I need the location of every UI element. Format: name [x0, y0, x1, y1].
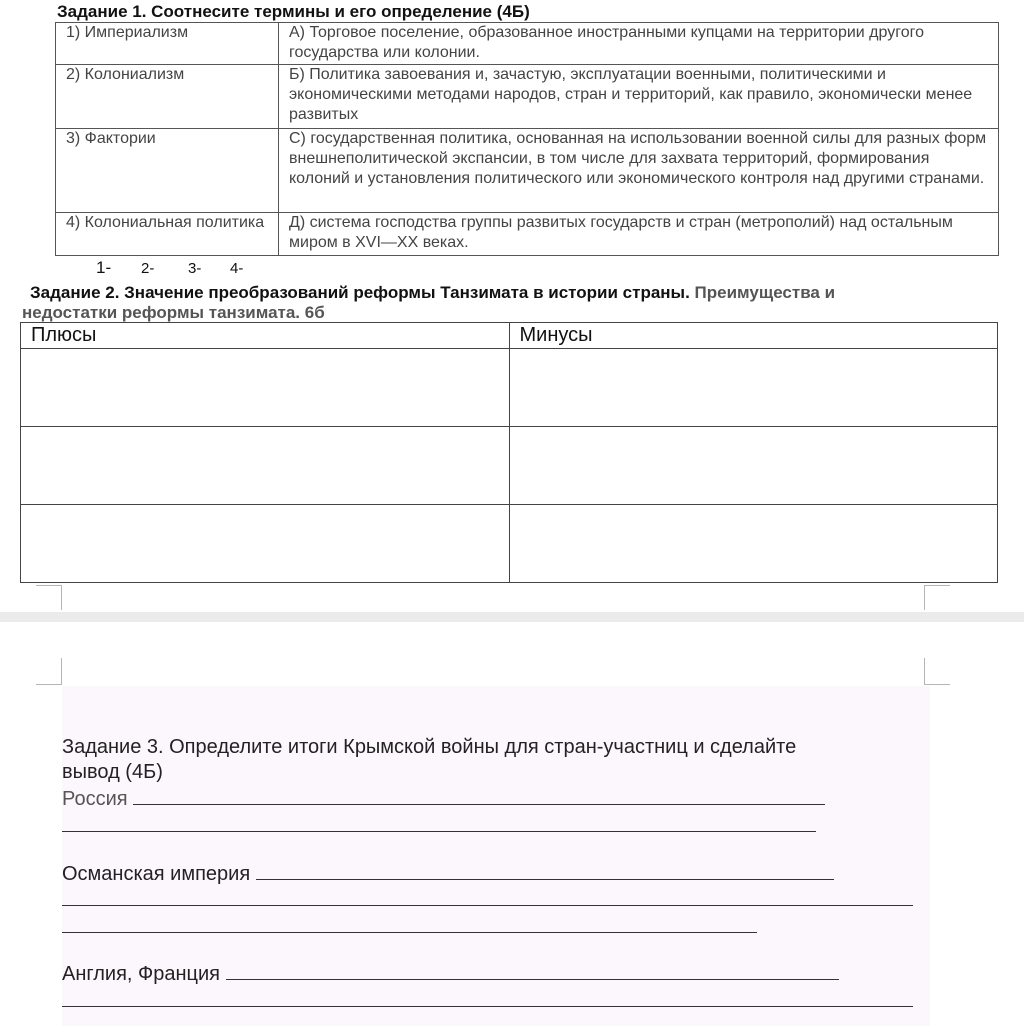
answer-3[interactable]: 3- [188, 260, 202, 277]
margin-mark [924, 658, 950, 685]
ottoman-line [62, 861, 834, 886]
definition-cell: А) Торговое поселение, образованное иностранными купцами на территории другого государства или колонии. [279, 23, 999, 65]
definition-cell: С) государственная политика, основанная на использовании военной силы для разных форм внешнеполитической экспансии, в том числе для захвата территорий, формирования колоний и установления политического или экономического контроля над другими странами. [279, 129, 999, 213]
term-cell: 1) Империализм [56, 23, 279, 65]
answer-4[interactable]: 4- [230, 260, 244, 277]
answer-line[interactable] [62, 932, 757, 933]
task2-title-tail: Преимущества и [694, 283, 836, 302]
england-france-answer-field[interactable] [226, 961, 839, 980]
table-row [56, 213, 999, 256]
pros-header: Плюсы [21, 323, 510, 349]
answer-line[interactable] [62, 905, 913, 906]
answer-2[interactable]: 2- [141, 260, 155, 277]
page-separator [0, 612, 1024, 622]
russia-answer-field[interactable] [133, 786, 825, 805]
task2-title-main: Задание 2. Значение преобразований реформы Танзимата в истории страны. [30, 283, 690, 302]
england-france-line [62, 961, 839, 986]
pros-cell[interactable] [21, 349, 510, 427]
table-row [21, 349, 998, 427]
table-row [21, 505, 998, 583]
margin-mark [36, 585, 62, 610]
table-row [21, 427, 998, 505]
terms-table [55, 22, 999, 256]
cons-header: Минусы [509, 323, 998, 349]
answer-line[interactable] [62, 831, 816, 832]
cons-cell[interactable] [509, 505, 998, 583]
ottoman-answer-field[interactable] [256, 861, 834, 880]
cons-cell[interactable] [509, 349, 998, 427]
russia-label: Россия [62, 788, 128, 810]
margin-mark [36, 658, 62, 685]
england-france-label: Англия, Франция [62, 963, 220, 985]
definition-cell: Д) система господства группы развитых государств и стран (метрополий) над остальным миром в XVI—XX веках. [279, 213, 999, 256]
cons-cell[interactable] [509, 427, 998, 505]
task1-title: Задание 1. Соотнесите термины и его определение (4Б) [57, 2, 530, 21]
pros-cell[interactable] [21, 427, 510, 505]
task2-title-line2: недостатки реформы танзимата. 6б [22, 303, 325, 322]
definition-cell: Б) Политика завоевания и, зачастую, эксплуатации военными, политическими и экономическими методами народов, стран и территорий, как правило, экономически менее развитых [279, 65, 999, 129]
margin-mark [924, 585, 950, 610]
term-cell: 3) Фактории [56, 129, 279, 213]
ottoman-label: Османская империя [62, 863, 251, 885]
term-cell: 2) Колониализм [56, 65, 279, 129]
task3-title-line2: вывод (4Б) [62, 761, 163, 783]
task3-title-line1: Задание 3. Определите итоги Крымской войны для стран-участниц и сделайте [62, 736, 797, 758]
table-header-row [21, 323, 998, 349]
table-row [56, 65, 999, 129]
answer-1[interactable]: 1- [96, 258, 112, 277]
answer-slots [96, 258, 243, 278]
table-row [56, 23, 999, 65]
answer-line[interactable] [62, 1006, 913, 1007]
pros-cons-table [20, 322, 998, 583]
task2-title [30, 283, 835, 303]
pros-cell[interactable] [21, 505, 510, 583]
table-row [56, 129, 999, 213]
russia-line [62, 786, 825, 811]
term-cell: 4) Колониальная политика [56, 213, 279, 256]
